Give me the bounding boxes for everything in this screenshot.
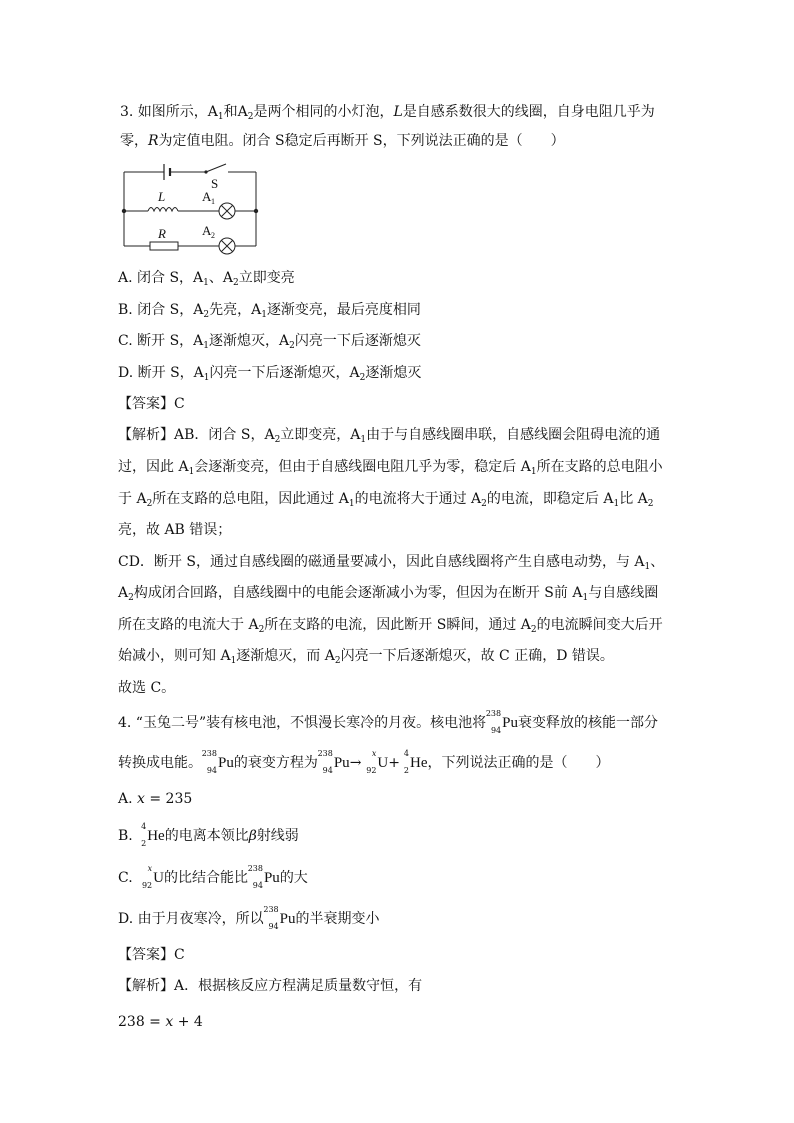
element-symbol: Pu [333, 755, 350, 771]
subscript: 2 [334, 656, 341, 666]
text: = 235 [144, 791, 193, 807]
switch-blade [206, 164, 226, 172]
text: 比 A [619, 491, 648, 507]
text: 先亮，A [209, 302, 262, 318]
variable-x: x [165, 1014, 174, 1030]
subscript: 2 [146, 499, 153, 509]
text: 零， [120, 133, 148, 149]
text: 是自感系数很大的线圈，自身电阻几乎为 [402, 104, 655, 120]
isotope-pu238: 238 94 [317, 749, 333, 775]
text: 过，因此 A [118, 459, 189, 475]
text: 与自感线圈 [588, 585, 659, 601]
inductor-symbol: L [393, 104, 403, 120]
text: A. [118, 791, 138, 807]
text: 转换成电能。 [118, 755, 202, 771]
isotope-pu238: 238 94 [247, 864, 263, 890]
text: C. [118, 870, 138, 886]
q3-explanation-line-6 [118, 583, 658, 603]
subscript: 2 [233, 278, 239, 288]
text: 4. “玉兔二号”装有核电池，不惧漫长寒冷的月夜。核电池将 [118, 715, 487, 731]
subscript: 1 [613, 499, 620, 509]
text: 的比结合能比 [163, 870, 248, 886]
text: 是两个相同的小灯泡， [253, 104, 394, 120]
element-symbol: Pu [502, 715, 518, 731]
q3-option-c [118, 331, 421, 351]
text: 逐渐熄灭，而 A [236, 648, 335, 664]
text: 、 [650, 554, 665, 570]
text: + 4 [173, 1014, 203, 1030]
text: 的大 [279, 870, 308, 886]
isotope-he4: 4 2 [141, 822, 147, 848]
resistor-symbol: R [148, 133, 159, 149]
resistor-label: R [158, 226, 166, 241]
text: A. 闭合 S，A [118, 270, 204, 286]
text: 所在支路的电流大于 A [118, 617, 259, 633]
subscript: 1 [644, 562, 651, 572]
reaction-arrow: → [349, 755, 362, 771]
q4-equation [118, 1012, 203, 1032]
text: 3. 如图所示，A [120, 104, 218, 120]
text: 逐渐熄灭 [365, 365, 422, 381]
text: A [118, 585, 129, 601]
text: 立即变亮 [238, 270, 295, 286]
text: C. 断开 S，A [118, 333, 204, 349]
junction-right [254, 209, 258, 213]
subscript: 2 [359, 373, 366, 383]
subscript: 1 [582, 593, 589, 603]
q3-stem-line-1 [120, 102, 655, 122]
q4-option-c [118, 864, 308, 890]
q4-option-b [118, 822, 299, 848]
q3-explanation-line-3 [118, 489, 653, 509]
element-symbol: Pu [218, 755, 234, 771]
q3-explanation-line-8 [118, 646, 614, 666]
subscript: 1 [188, 467, 195, 477]
resistor-box [150, 242, 178, 250]
text: 和A [223, 104, 248, 120]
text: 的电流瞬间变大后开 [536, 617, 663, 633]
text: 由于与自感线圈串联，自感线圈会阻碍电流的通 [366, 427, 661, 443]
subscript: 1 [360, 435, 367, 445]
switch-label: S [211, 176, 219, 191]
subscript: 1 [203, 373, 210, 383]
inductor-coil [148, 208, 178, 212]
subscript: 2 [258, 625, 265, 635]
circuit-diagram [118, 160, 268, 260]
lamp-a2-sub: 2 [211, 231, 215, 240]
isotope-pu238: 238 94 [201, 749, 217, 775]
text: 的电流将大于通过 A [354, 491, 482, 507]
isotope-ux: x 92 [366, 749, 377, 775]
text: 的半衰期变小 [295, 911, 380, 927]
subscript: 1 [261, 310, 267, 320]
subscript: 2 [289, 341, 295, 351]
text: 的衰变方程为 [233, 755, 318, 771]
text: 会逐渐变亮，但由于自感线圈电阻几乎为零，稳定后 A [194, 459, 531, 475]
text: 衰变释放的核能一部分 [517, 715, 658, 731]
lamp-a2-label: A [202, 223, 212, 238]
lamp-a1-label: A [202, 189, 212, 204]
subscript: 2 [481, 499, 487, 509]
q3-explanation-line-4: 亮，故 AB 错误； [118, 522, 232, 538]
text: 立即变亮，A [280, 427, 361, 443]
q3-option-d [118, 363, 421, 383]
switch-pivot [204, 170, 207, 173]
subscript: 1 [530, 467, 537, 477]
beta-symbol: β [248, 828, 257, 844]
text: 射线弱 [256, 828, 299, 844]
text: 【解析】AB．闭合 S，A [118, 427, 275, 443]
isotope-ux: x 92 [141, 864, 153, 890]
q3-option-b [118, 300, 421, 320]
subscript: 1 [217, 112, 224, 122]
junction-left [122, 209, 126, 213]
q4-answer: 【答案】C [118, 947, 185, 963]
q4-stem-line-1 [118, 709, 658, 735]
subscript: 2 [247, 112, 254, 122]
q3-explanation-line-5 [118, 552, 664, 572]
q4-stem-line-2 [118, 749, 610, 775]
q3-option-a [118, 268, 295, 288]
element-symbol: Pu [263, 870, 280, 886]
variable-x: x [137, 791, 145, 807]
text: 逐渐变亮，最后亮度相同 [266, 302, 421, 318]
subscript: 2 [128, 593, 134, 603]
q3-explanation-line-1 [118, 425, 660, 445]
q4-explanation-line-1: 【解析】A．根据核反应方程满足质量数守恒，有 [118, 978, 423, 994]
lamp-a1-sub: 1 [211, 197, 215, 206]
subscript: 2 [203, 310, 210, 320]
q3-stem-line-2 [120, 131, 565, 151]
q3-conclusion: 故选 C。 [118, 680, 176, 696]
subscript: 1 [230, 656, 237, 666]
text: D. 断开 S，A [118, 365, 204, 381]
subscript: 1 [203, 341, 209, 351]
text: 闪亮一下后逐渐熄灭，故 C 正确，D 错误。 [340, 648, 614, 664]
element-symbol: He [147, 828, 165, 844]
subscript: 1 [348, 499, 355, 509]
isotope-pu238: 238 94 [263, 905, 279, 931]
text: B. 闭合 S，A [118, 302, 204, 318]
text: 于 A [118, 491, 147, 507]
q4-option-d [118, 905, 380, 931]
plus-sign: + [388, 755, 400, 771]
text: 238 = [118, 1014, 166, 1030]
text: ，下列说法正确的是（ ） [427, 755, 610, 771]
text: 构成闭合回路，自感线圈中的电能会逐渐减小为零，但因为在断开 S前 A [133, 585, 583, 601]
text: 所在支路的总电阻，因此通过 A [152, 491, 349, 507]
text: D. 由于月夜寒冷，所以 [118, 911, 264, 927]
text: 闪亮一下后逐渐熄灭，A [209, 365, 360, 381]
text: 闪亮一下后逐渐熄灭 [294, 333, 421, 349]
q4-option-a [118, 789, 192, 809]
q3-explanation-line-7 [118, 615, 663, 635]
subscript: 2 [274, 435, 281, 445]
q3-explanation-line-2 [118, 457, 663, 477]
text: 、A [208, 270, 234, 286]
text: 始减小，则可知 A [118, 648, 231, 664]
element-symbol: Pu [279, 911, 296, 927]
isotope-pu238: 238 94 [485, 709, 502, 735]
q3-answer: 【答案】C [118, 396, 185, 412]
inductor-label: L [158, 189, 166, 204]
text: 为定值电阻。闭合 S稳定后再断开 S，下列说法正确的是（ ） [158, 133, 565, 149]
element-symbol: U [377, 755, 389, 771]
text: CD．断开 S，通过自感线圈的磁通量要减小，因此自感线圈将产生自感电动势，与 A [118, 554, 645, 570]
text: 所在支路的电流，因此断开 S瞬间，通过 A [264, 617, 531, 633]
subscript: 2 [647, 499, 654, 509]
subscript: 1 [203, 278, 209, 288]
text: 所在支路的总电阻小 [536, 459, 663, 475]
text: 逐渐熄灭，A [209, 333, 290, 349]
element-symbol: U [153, 870, 164, 886]
subscript: 2 [530, 625, 537, 635]
text: B. [118, 828, 138, 844]
text: 的电离本领比 [164, 828, 249, 844]
isotope-he4: 4 2 [403, 749, 409, 775]
element-symbol: He [410, 755, 428, 771]
text: 的电流，即稳定后 A [486, 491, 614, 507]
